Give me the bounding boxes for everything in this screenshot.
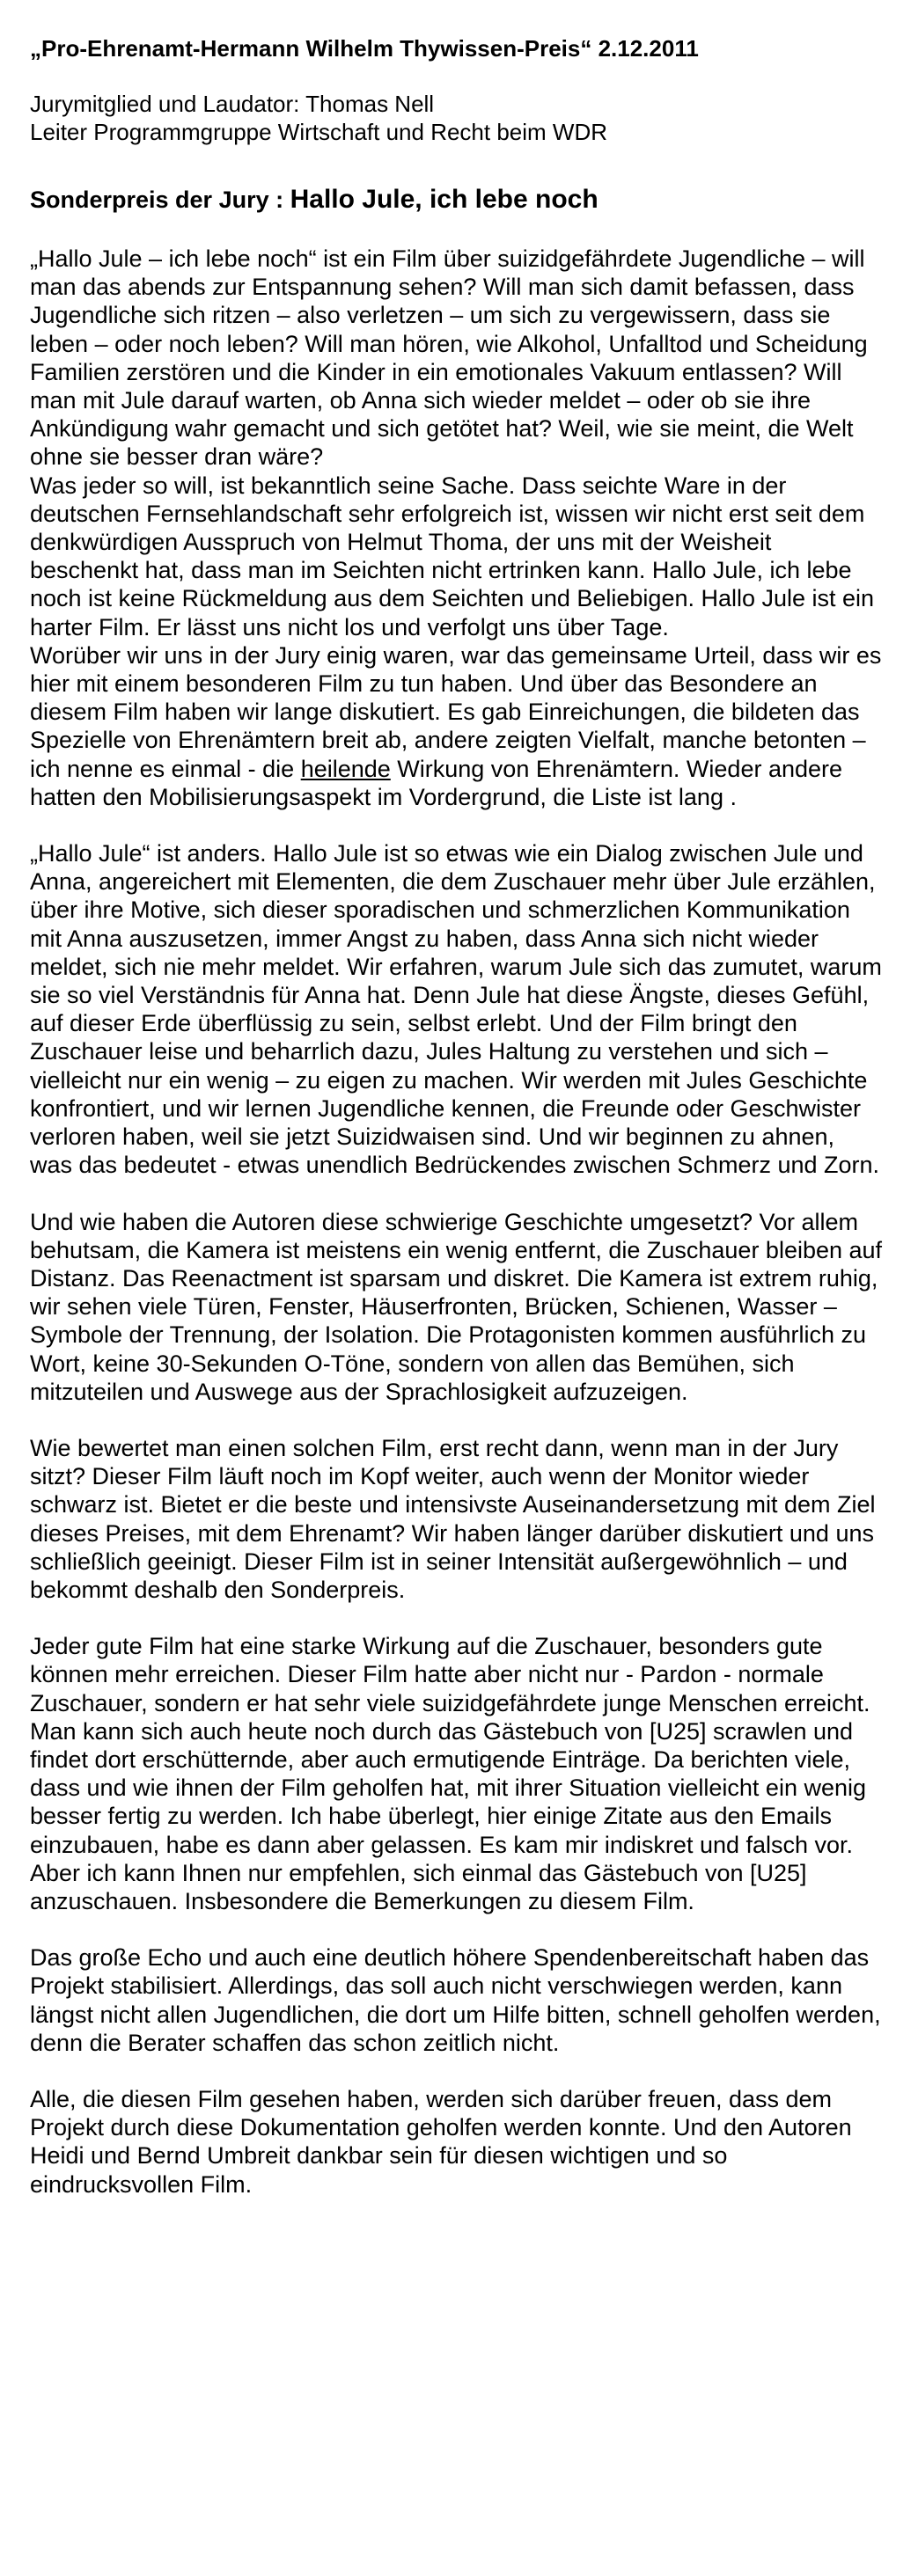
laudation-text <box>30 245 883 2199</box>
jury-position-line: Leiter Programmgruppe Wirtschaft und Recht beim WDR <box>30 119 608 145</box>
paragraph: Alle, die diesen Film gesehen haben, werden sich darüber freuen, dass dem Projekt durch diese Dokumentation geholfen werden konnte. Und den Autoren Heidi und Bernd Umbreit dankbar sein für diesen wichtigen und so eindrucksvollen Film. <box>30 2085 852 2198</box>
prize-film-title: Hallo Jule, ich lebe noch <box>290 185 599 214</box>
paragraph-gap <box>30 1406 883 1434</box>
paragraph-text: Wirkung von Ehrenämtern. Wieder andere hatten den Mobilisierungsaspekt im Vordergrund, die Liste ist lang . <box>30 755 843 810</box>
paragraph: Was jeder so will, ist bekanntlich seine Sache. Dass seichte Ware in der deutschen Fernsehlandschaft sehr erfolgreich ist, wissen wir nicht erst seit dem denkwürdigen Ausspruch von Helmut Thoma, der uns mit der Weisheit beschenkt hat, dass man im Seichten nicht ertrinken kann. Hallo Jule, ich lebe noch ist keine Rückmeldung aus dem Seichten und Beliebigen. Hallo Jule ist ein harter Film. Er lässt uns nicht los und verfolgt uns über Tage. <box>30 472 875 640</box>
jury-info <box>30 90 883 146</box>
prize-heading <box>30 185 883 215</box>
paragraph: Und wie haben die Autoren diese schwierige Geschichte umgesetzt? Vor allem behutsam, die Kamera ist meistens ein wenig entfernt, die Zuschauer bleiben auf Distanz. Das Reenactment ist sparsam und diskret. Die Kamera ist extrem ruhig, wir sehen viele Türen, Fenster, Häuserfronten, Brücken, Schienen, Wasser – Symbole der Trennung, der Isolation. Die Protagonisten kommen ausführlich zu Wort, keine 30-Sekunden O-Töne, sondern von allen das Bemühen, sich mitzuteilen und Auswege aus der Sprachlosigkeit aufzuzeigen. <box>30 1208 883 1405</box>
paragraph: „Hallo Jule“ ist anders. Hallo Jule ist so etwas wie ein Dialog zwischen Jule und Anna, angereichert mit Elementen, die dem Zuschauer mehr über Jule erzählen, über ihre Motive, sich dieser sporadischen und schmerzlichen Kommunikation mit Anna auszusetzen, immer Angst zu haben, dass Anna sich nicht wieder meldet, sich nie mehr meldet. Wir erfahren, warum Jule sich das zumutet, warum sie so viel Verständnis für Anna hat. Denn Jule hat diese Ängste, dieses Gefühl, auf dieser Erde überflüssig zu sein, selbst erlebt. Und der Film bringt den Zuschauer leise und beharrlich dazu, Jules Haltung zu verstehen und sich – vielleicht nur ein wenig – zu eigen zu machen. Wir werden mit Jules Geschichte konfrontiert, und wir lernen Jugendliche kennen, die Freunde oder Geschwister verloren haben, weil sie jetzt Suizidwaisen sind. Und wir beginnen zu ahnen, was das bedeutet - etwas unendlich Bedrückendes zwischen Schmerz und Zorn. <box>30 840 882 1179</box>
paragraph-gap <box>30 1604 883 1632</box>
paragraph: Wie bewertet man einen solchen Film, erst recht dann, wenn man in der Jury sitzt? Dieser Film läuft noch im Kopf weiter, auch wenn der Monitor wieder schwarz ist. Bietet er die beste und intensivste Auseinandersetzung mit dem Ziel dieses Preises, mit dem Ehrenamt? Wir haben länger darüber diskutiert und uns schließlich geeinigt. Dieser Film ist in seiner Intensität außergewöhnlich – und bekommt deshalb den Sonderpreis. <box>30 1434 876 1603</box>
paragraph-text: Worüber wir uns in der Jury einig waren, war das gemeinsame Urteil, dass wir es hier mit einem besonderen Film zu tun haben. Und über das Besondere an diesem Film haben wir lange diskutiert. Es gab Einreichungen, die bildeten das Spezielle von Ehrenämtern breit ab, andere zeigten Vielfalt, manche betonten – ich nenne es einmal - die <box>30 641 882 782</box>
paragraph-gap <box>30 811 883 839</box>
paragraph-gap <box>30 1180 883 1208</box>
paragraph: Jeder gute Film hat eine starke Wirkung auf die Zuschauer, besonders gute können mehr erreichen. Dieser Film hatte aber nicht nur - Pardon - normale Zuschauer, sondern er hat sehr viele suizidgefährdete junge Menschen erreicht. Man kann sich auch heute noch durch das Gästebuch von [U25] scrawlen und findet dort erschütternde, aber auch ermutigende Einträge. Da berichten viele, dass und wie ihnen der Film geholfen hat, mit ihrer Situation vielleicht ein wenig besser fertig zu werden. Ich habe überlegt, hier einige Zitate aus den Emails einzubauen, habe es dann aber gelassen. Es kam mir indiskret und falsch vor. Aber ich kann Ihnen nur empfehlen, sich einmal das Gästebuch von [U25] anzuschauen. Insbesondere die Bemerkungen zu diesem Film. <box>30 1633 870 1914</box>
paragraph: „Hallo Jule – ich lebe noch“ ist ein Film über suizidgefährdete Jugendliche – will man das abends zur Entspannung sehen? Will man sich damit befassen, dass Jugendliche sich ritzen – also verletzen – um sich zu vergewissern, dass sie leben – oder noch leben? Will man hören, wie Alkohol, Unfalltod und Scheidung Familien zerstören und die Kinder in ein emotionales Vakuum entlassen? Will man mit Jule darauf warten, ob Anna sich wieder meldet – oder ob sie ihre Ankündigung wahr gemacht und sich getötet hat? Weil, wie sie meint, die Welt ohne sie besser dran wäre? <box>30 245 868 471</box>
paragraph <box>30 641 883 811</box>
jury-member-line: Jurymitglied und Laudator: Thomas Nell <box>30 91 435 117</box>
paragraph-gap <box>30 2057 883 2085</box>
document-title: „Pro-Ehrenamt-Hermann Wilhelm Thywissen-Preis“ 2.12.2011 <box>30 35 699 62</box>
prize-label: Sonderpreis der Jury : <box>30 187 290 213</box>
underlined-word: heilende <box>300 755 391 782</box>
paragraph-gap <box>30 1915 883 1943</box>
paragraph: Das große Echo und auch eine deutlich höhere Spendenbereitschaft haben das Projekt stabilisiert. Allerdings, das soll auch nicht verschwiegen werden, kann längst nicht allen Jugendlichen, die dort um Hilfe bitten, schnell geholfen werden, denn die Berater schaffen das schon zeitlich nicht. <box>30 1944 881 2056</box>
